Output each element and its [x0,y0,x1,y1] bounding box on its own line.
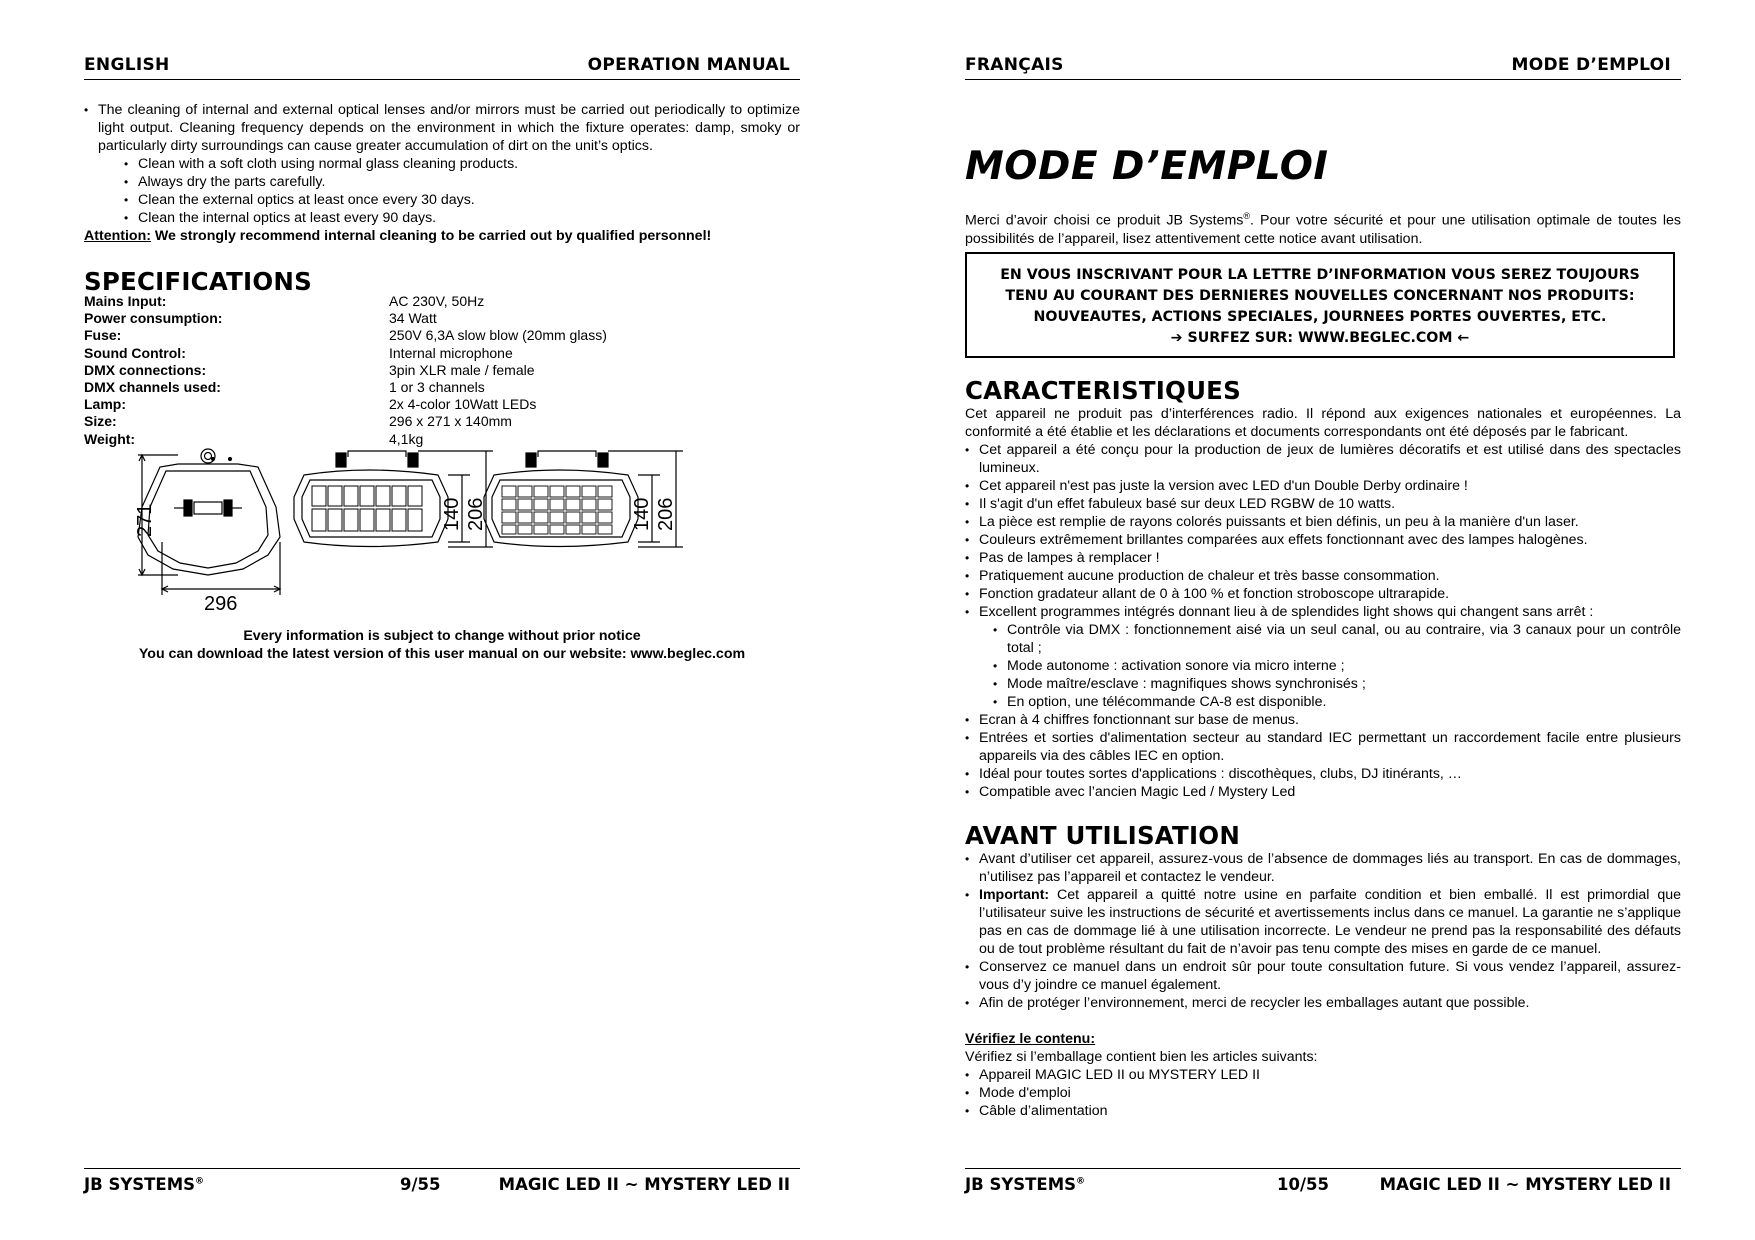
feature-item: • Ecran à 4 chiffres fonctionnant sur base de menus. [965,711,1681,729]
feature-sublist [993,621,1681,711]
spec-value: AC 230V, 50Hz [389,293,485,309]
features-section [965,376,1681,1120]
intro-part: Merci d’avoir choisi ce produit JB Systems [965,212,1244,229]
dim-width-label: 296 [204,593,238,612]
registered-mark: ® [195,1176,205,1187]
before-use-item [965,886,1681,958]
header-title: OPERATION MANUAL [587,55,790,75]
change-notice [84,627,800,663]
page-header [84,55,800,80]
spec-value: 2x 4-color 10Watt LEDs [389,396,537,413]
contents-intro: Vérifiez si l’emballage contient bien les articles suivants: [965,1049,1318,1065]
feature-item: • Cet appareil n'est pas juste la version avec LED d'un Double Derby ordinaire ! [965,477,1681,495]
feature-item: • Fonction gradateur allant de 0 à 100 % et fonction stroboscope ultrarapide. [965,585,1681,603]
spec-row [84,293,704,310]
feature-item: • Couleurs extrêmement brillantes comparées aux effets fonctionnant avec des lampes halogènes. [965,531,1681,549]
spec-value: 1 or 3 channels [389,378,485,395]
spec-value: 4,1kg [389,430,424,447]
footer-brand [84,1175,204,1194]
footer-brand-text: JB SYSTEMS [965,1175,1077,1194]
intro-paragraph [965,207,1681,248]
feature-item: • Cet appareil a été conçu pour la production de jeux de lumières décoratifs et est utilisé dans des spectacles lumineux. [965,441,1681,477]
spec-row [84,396,704,413]
spec-key: Size: [84,413,117,430]
intro-part: . Pour votre sécurité et pour une utilisation optimale de toutes les possibilités de l’appareil, lisez attentivement cette notice avant utilisation. [965,212,1681,247]
spec-row [84,345,704,362]
footer-brand [965,1175,1085,1194]
front-view-drawing [294,451,493,547]
right-page [877,0,1755,1240]
newsletter-link[interactable]: ➔ SURFEZ SUR: WWW.BEGLEC.COM ← [1170,330,1470,346]
feature-item: • Compatible avec l’ancien Magic Led / Mystery Led [965,783,1681,801]
newsletter-line: TENU AU COURANT DES DERNIERES NOUVELLES CONCERNANT NOS PRODUITS: [1005,288,1635,304]
page-number: 10/55 [1277,1175,1329,1194]
features-heading: CARACTERISTIQUES [965,376,1241,405]
feature-item: • Pratiquement aucune production de chaleur et très basse consommation. [965,567,1681,585]
spec-key: Mains Input: [84,293,167,309]
feature-subitem: • Mode autonome : activation sonore via micro interne ; [993,657,1681,675]
contents-item: • Mode d'emploi [965,1084,1681,1102]
feature-item: • Il s'agit d'un effet fabuleux basé sur deux LED RGBW de 10 watts. [965,495,1681,513]
side-view-drawing [138,449,280,595]
specifications-table [84,293,704,448]
cleaning-step: • Clean the internal optics at least every 90 days. [124,209,800,227]
registered-mark: ® [1243,211,1251,221]
spec-row [84,310,704,327]
spec-key: Fuse: [84,327,122,344]
before-use-heading: AVANT UTILISATION [965,821,1241,850]
important-label: Important: [979,887,1050,903]
page-footer [965,1168,1681,1201]
header-title: MODE D’EMPLOI [1511,55,1671,75]
spec-key: DMX channels used: [84,378,221,395]
notice-line: Every information is subject to change without prior notice [243,628,641,644]
page-title: MODE D’EMPLOI [965,144,1329,189]
before-use-item: • Avant d’utiliser cet appareil, assurez-vous de l’absence de dommages liés au transport. En cas de dommages, n’utilisez pas l’appareil et contactez le vendeur. [965,850,1681,886]
header-language: FRANÇAIS [965,55,1064,75]
before-use-item: • Afin de protéger l’environnement, merci de recycler les emballages autant que possible. [965,994,1681,1012]
notice-line: You can download the latest version of this user manual on our website: www.beglec.com [138,646,746,662]
feature-subitem: • Contrôle via DMX : fonctionnement aisé via un seul canal, ou au contraire, via 3 canaux pour un contrôle total ; [993,621,1681,657]
footer-brand-text: JB SYSTEMS [84,1175,196,1194]
features-intro: Cet appareil ne produit pas d’interférences radio. Il répond aux exigences nationales et européennes. La conformité a été établie et les déclarations et documents correspondants ont été déposés par le fabricant. [965,406,1681,440]
cleaning-steps [124,155,800,227]
footer-product: MAGIC LED II ~ MYSTERY LED II [1379,1175,1671,1194]
spec-key: Power consumption: [84,310,223,327]
newsletter-line: EN VOUS INSCRIVANT POUR LA LETTRE D’INFORMATION VOUS SEREZ TOUJOURS [1000,267,1640,283]
header-language: ENGLISH [84,55,170,75]
cleaning-section [84,101,800,296]
spec-row [84,362,704,379]
footer-product: MAGIC LED II ~ MYSTERY LED II [498,1175,790,1194]
newsletter-line: NOUVEAUTES, ACTIONS SPECIALES, JOURNEES PORTES OUVERTES, ETC. [1033,309,1607,325]
dim-height-label: 271 [134,503,156,537]
spec-value: 3pin XLR male / female [389,361,535,378]
feature-item: • Entrées et sorties d'alimentation secteur au standard IEC permettant un raccordement facile entre plusieurs appareils via des câbles IEC en option. [965,729,1681,765]
cleaning-step: • Clean the external optics at least once every 30 days. [124,191,800,209]
feature-item: • Idéal pour toutes sortes d'applications : discothèques, clubs, DJ itinérants, … [965,765,1681,783]
spec-key: DMX connections: [84,361,207,378]
page-number: 9/55 [400,1175,441,1194]
dim-total-height-label: 206 [465,497,487,531]
contents-heading: Vérifiez le contenu: [965,1031,1096,1047]
important-text: Cet appareil a quitté notre usine en parfaite condition et bien emballé. Il est primordial que l’utilisateur suive les instructions de sécurité et avertissements inclus dans ce manuel. La garantie ne s’applique pas en cas de dommage lié à une utilisation incorrecte. Le vendeur ne prend pas la responsabilité des défauts ou de tout problème résultant du fait de n’avoir pas tenu compte des mises en garde de ce manuel. [979,887,1681,957]
feature-item: • Excellent programmes intégrés donnant lieu à de splendides light shows qui changent sans arrêt : [965,603,1681,621]
contents-item: • Appareil MAGIC LED II ou MYSTERY LED II [965,1066,1681,1084]
spec-key: Weight: [84,430,136,447]
left-page [0,0,877,1240]
registered-mark: ® [1076,1176,1086,1187]
spec-key: Sound Control: [84,344,186,361]
feature-subitem: • Mode maître/esclave : magnifiques shows synchronisés ; [993,675,1681,693]
spec-row [84,327,704,344]
spec-row [84,379,704,396]
feature-item: • La pièce est remplie de rayons colorés puissants et bien définis, un peu à la manière d'un laser. [965,513,1681,531]
dim-total-height-label: 206 [655,497,677,531]
cleaning-step: • Always dry the parts carefully. [124,173,800,191]
cleaning-intro: • The cleaning of internal and external optical lenses and/or mirrors must be carried out periodically to optimize light output. Cleaning frequency depends on the environment in which the fixture operates: damp, smoky or particularly dirty surroundings can cause greater accumulation of dirt on the unit’s optics. [84,101,800,155]
feature-subitem: • En option, une télécommande CA-8 est disponible. [993,693,1681,711]
page-footer [84,1168,800,1201]
specifications-heading: SPECIFICATIONS [84,267,312,296]
newsletter-box [965,252,1675,358]
spec-value: 296 x 271 x 140mm [389,413,512,430]
contents-item: • Câble d’alimentation [965,1102,1681,1120]
spec-value: 34 Watt [389,310,437,327]
spec-key: Lamp: [84,396,126,413]
feature-item: • Pas de lampes à remplacer ! [965,549,1681,567]
attention-text: We strongly recommend internal cleaning to be carried out by qualified personnel! [150,228,712,244]
page-header [965,55,1681,80]
attention-note [84,227,800,245]
front-view-drawing-mystery [484,451,683,547]
spec-value: Internal microphone [389,344,513,361]
spec-row [84,413,704,430]
dimension-drawing [118,447,758,612]
cleaning-step: • Clean with a soft cloth using normal glass cleaning products. [124,155,800,173]
before-use-item: • Conservez ce manuel dans un endroit sûr pour toute consultation future. Si vous vendez l’appareil, assurez-vous d’y joindre ce manuel également. [965,958,1681,994]
attention-label: Attention: [84,228,151,244]
dim-depth-label: 140 [441,497,463,531]
dim-depth-label: 140 [631,497,653,531]
spec-value: 250V 6,3A slow blow (20mm glass) [389,327,607,344]
spec-row [84,431,704,448]
intro-text [965,207,1681,248]
